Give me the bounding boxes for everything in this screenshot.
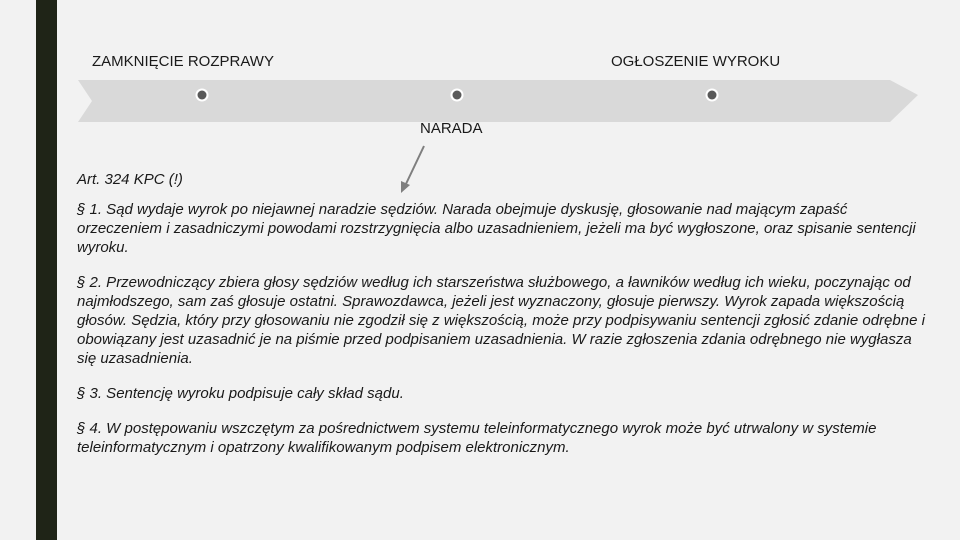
article-paragraph-3: § 3. Sentencję wyroku podpisuje cały skład sądu. (77, 385, 404, 402)
article-paragraph-4: § 4. W postępowaniu wszczętym za pośrednictwem systemu teleinformatycznego wyrok może być utrwalony w systemie teleinformatycznym i opatrzony kwalifikowanym podpisem elektronicznym. (77, 420, 877, 456)
article-text (77, 170, 927, 473)
timeline-label-deliberation: NARADA (420, 120, 483, 137)
timeline-label-closing: ZAMKNIĘCIE ROZPRAWY (92, 53, 274, 70)
timeline-marker-deliberation (451, 89, 464, 102)
article-paragraph-1: § 1. Sąd wydaje wyrok po niejawnej naradzie sędziów. Narada obejmuje dyskusję, głosowanie nad mającym zapaść orzeczeniem i zasadniczymi powodami rozstrzygnięcia albo uzasadnieniem, jeżeli ma być wygłoszone, oraz spisanie sentencji wyroku. (77, 201, 916, 256)
timeline-marker-announcement (706, 89, 719, 102)
timeline-label-announcement: OGŁOSZENIE WYROKU (611, 53, 781, 70)
timeline-marker-closing (196, 89, 209, 102)
article-title: Art. 324 KPC (!) (77, 171, 183, 188)
article-paragraph-2: § 2. Przewodniczący zbiera głosy sędziów według ich starszeństwa służbowego, a ławników według ich wieku, poczynając od najmłodszego, sam zaś głosuje ostatni. Sprawozdawca, jeżeli jest wyznaczony, głosuje pierwszy. Wyrok zapada większością głosów. Sędzia, który przy głosowaniu nie zgodził się z większością, może przy podpisywaniu sentencji zgłosić zdanie odrębne i obowiązany jest uzasadnić je na piśmie przed podpisaniem uzasadnienia. W razie zgłoszenia zdania odrębnego nie wygłasza się uzasadnienia. (77, 274, 925, 367)
